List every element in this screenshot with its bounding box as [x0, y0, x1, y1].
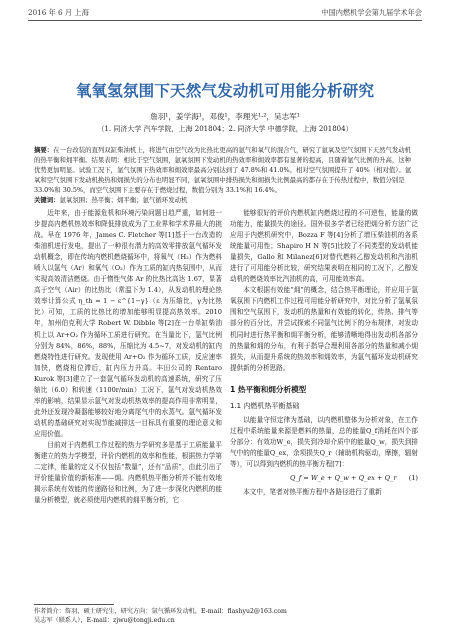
footnote	[34, 607, 416, 625]
footnote-divider	[34, 604, 114, 605]
keywords-label: 关键词：	[34, 196, 60, 204]
section-heading-1: 1 热平衡和㶲分析模型	[230, 384, 307, 394]
intro-paragraph-2: 目前对于内燃机工作过程的热力学研究多是基于工质能量平衡建立的热力学模型，评价内燃机的效率和性能，根据热力学第二定律，能量的定义不仅包括“数量”，还有“品质”，由此引出了评价能量价值的新标准——㶲。内燃机热平衡分析并不能有效地揭示系统有效能的传递路径和比例，为了进一步深化内燃机的能量分析模型，就必须使用内燃机的㶲平衡分析，它	[34, 440, 222, 505]
header-conference: 中国内燃机学会第九届学术年会	[321, 8, 422, 17]
abstract-label: 摘要：	[34, 146, 54, 154]
intro-paragraph-1: 近年来，由于能源危机和环境污染问题日趋严重，如何进一步提高内燃机热效率和降低排放成为了工业界和学术界最大的挑战。早在 1976 年，James C. Fletcher 等[1]基于一台改造的柴油机进行发电，提出了一种很有潜力的高效零排放氩气循环发动机概念，即在传统内燃机燃烧循环中，将氧气（H₂）作为燃料喷入以氩气（Ar）和氧气（O₂）作为工质的缸内热氛围中，从而实现高效清洁燃烧。由于惰性气体 Ar 的比热比高达 1.67，显著高于空气（Air）的比热比（常温下为 1.4），从发动机的理论热效率计算公式 η_th = 1 − ε^{1−γ}（ε 为压缩比，γ为比热比）可知，工质的比热比的增加能够明显提高热效率。2010 年，加州伯克利大学 Robert W. Dibble 等[2]在一台单缸柴油机上以 Ar+O₂ 作为循环工质进行研究。在当量比下，氩气比例分别为 84%，86%，88%，压缩比为 4.5~7，对发动机的缸内燃烧特性进行研究。发现使用 Ar+O₂ 作为循环工质，反应速率加快，燃烧相位滞后，缸内压力升高。丰田公司的 Rentaro Kurok 等[3]建立了一套氩气循环发动机的高速系统，研究了压缩比（6.0）和转速（1100r/min）工况下，氩气对发动机热效率的影响，结果显示氩气对发动机热效率的提高作用非常明显，此外还发现冷凝器能够较好地分离尾气中的水蒸气。氩气循环发动机的基础研究对实现节能减排这一目标具有重要的理论意义和应用价值。	[34, 209, 222, 438]
abstract	[34, 145, 416, 205]
intro-paragraph-4: 本文根据有效能“㶲”的概念，结合热平衡理论，并应用于氩氧氛围下内燃机工作过程可用能分析研究中，对比分析了氩氧氛围和空气氛围下，发动机的热量和有效能的转化，传热、排气等部分的百分比，并尝试探索不同氩气比例下的分布规律，对发动机同时进行热平衡和㶲平衡分析，能够清晰地得出发动机各部分的热量和㶲的分布，有利于指导合理利用各部分的热量和减小㶲损失，从而提升系统的热效率和㶲效率，为氩气循环发动机研究提供新的分析思路。	[230, 286, 418, 372]
paper-title: 氧氧氢氛围下天然气发动机可用能分析研究	[75, 82, 375, 100]
section-heading-1-1: 1.1 内燃机热平衡基础	[230, 401, 300, 410]
affiliation: （1. 同济大学 汽车学院，上海 201804；2. 同济大学 中德学院，上海 201804）	[97, 125, 353, 133]
footnote-author-2: 吴志军（联系人），E-mail：zjwu@tongji.edu.cn	[34, 617, 175, 624]
section-1-1-paragraph: 以能量守恒定律为基础，以内燃机整体为分析对象，在工作过程中系统能量来源是燃料的热量，总的能量Q_f消耗在四个部分部分：有效功W_e，损失到冷却介质中的能量Q_w，损失到排气中的的能量Q_ex，余项损失Q_r（辅助机构驱动，摩擦，辐射等），可以得到内燃机的热平衡方程[7]：	[230, 415, 418, 468]
equation-1-formula: Q_f = W_e + Q_w + Q_ex + Q_r	[290, 474, 397, 483]
abstract-text: 在一台改装的直列双缸柴油机上，将进气由空气改为比热比更高的氩气和氧气的混合气，研究了氩氧及空气氛围下天然气发动机的热平衡和㶲平衡。结果表明：相比于空气氛围，氩氧氛围下发动机的热效率和㶲效率都有显著的提高，且随着氩气比例的升高，这种优势更加明显。试验工况下，氩气氛围下热效率和㶲效率最高分别达到了 47.8%和 41.0%。相对空气氛围提升了 40%（相对值）。氩氧和空气氛围下发动机换热和㶲损失的分布也明显不同，氩氧氛围中排热损失和㶲损失比例最高的都存在于传热过程中，数值分别是 33.0%和 30.5%，而空气氛围下主要存在于燃烧过程，数值分别为 33.1%和 16.4%。	[34, 146, 412, 194]
right-column	[230, 208, 418, 498]
page-header	[28, 8, 422, 21]
equation-1	[230, 473, 418, 484]
author-list: 詹羽¹，姜学海¹，邓俊¹，李理光¹·²，吴志军¹	[150, 112, 300, 121]
footnote-author-1: 作者简介：詹羽，硕士研究生，研究方向：氩气循环发动机，E-mail：flashyu2@163.com	[34, 608, 287, 615]
after-equation-paragraph: 本文中，笔者对热平衡方程中各路径进行了重新	[243, 488, 382, 497]
header-date-location: 2016 年 6 月 上海	[28, 8, 89, 17]
left-column	[34, 208, 222, 506]
equation-1-number: (1)	[408, 474, 418, 483]
intro-paragraph-3: 能够很好的评价内燃机缸内燃烧过程的不可逆性，能量的做功能力，能量损失的途径。国外很多学者已经把㶲分析方法广泛应用于内燃机研究中，Bozza F 等[4]分析了增压柴油机的各系统能量可用性；Shapiro H N 等[5]比较了不同类型的发动机能量损失，Gallo 和 Milanez[6]对替代燃料乙醇发动机和汽油机进行了可用能分析比较，研究结果表明在相同的工况下，乙醇发动机的燃烧效率比汽油机的高，可用能效率高。	[230, 209, 418, 284]
keywords-text: 氩氧氛围；热平衡；㶲平衡；氩气循环发动机	[59, 196, 188, 204]
